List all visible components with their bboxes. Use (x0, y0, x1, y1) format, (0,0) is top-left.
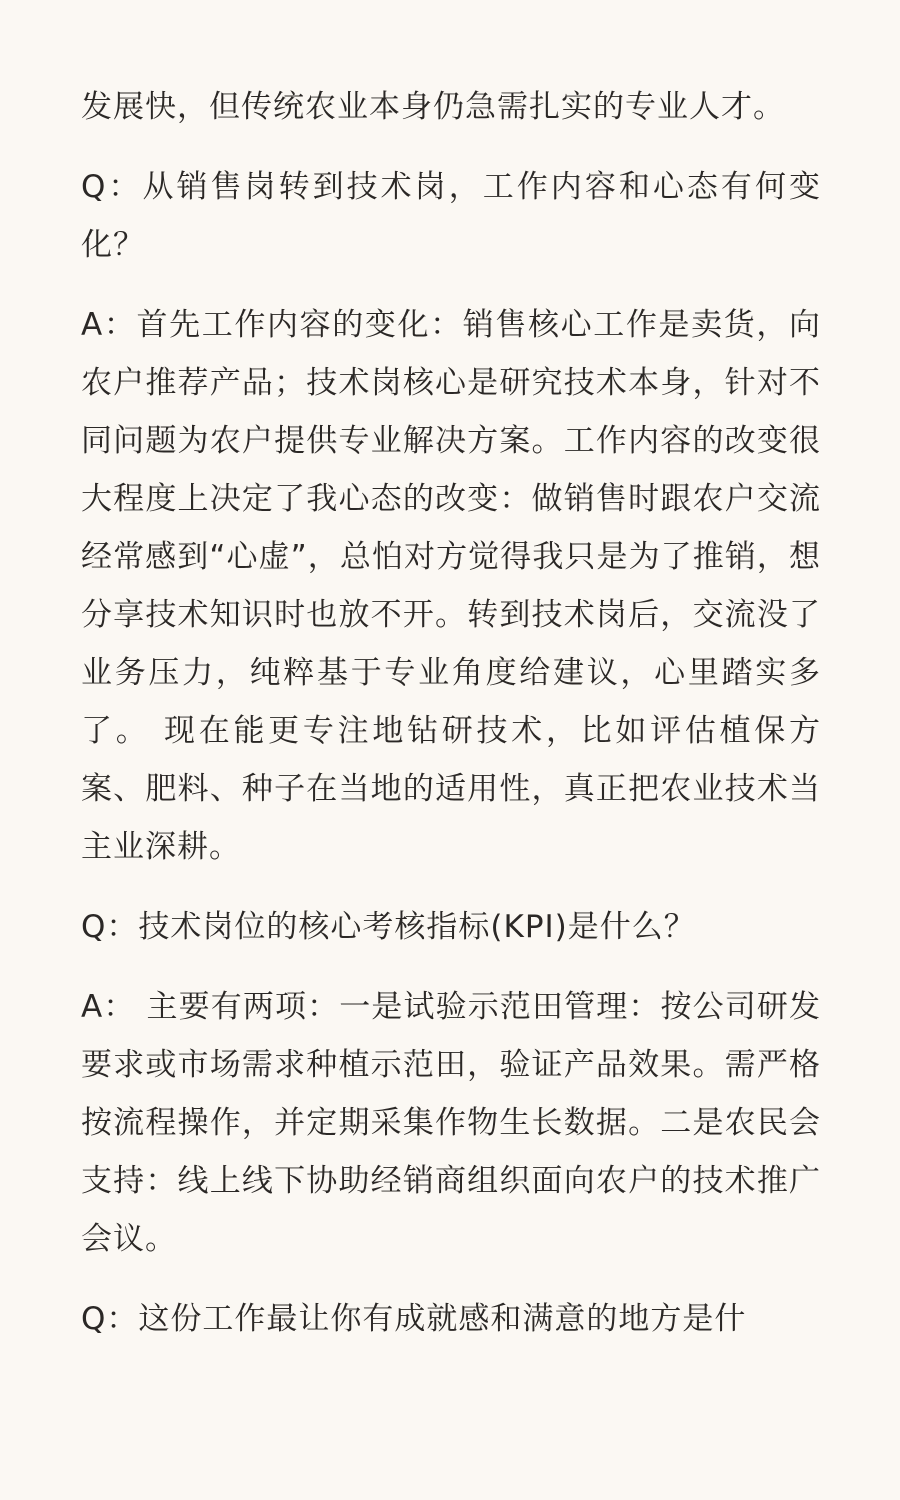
question-kpi: Q：技术岗位的核心考核指标(KPI)是什么？ (81, 909, 696, 945)
question-satisfaction: Q：这份工作最让你有成就感和满意的地方是什 (81, 1301, 747, 1337)
question-role-change: Q：从销售岗转到技术岗，工作内容和心态有何变化？ (81, 169, 821, 263)
article-body (81, 78, 821, 1370)
answer-kpi: A： 主要有两项：一是试验示范田管理：按公司研发要求或市场需求种植示范田，验证产品效果。需严格按流程操作，并定期采集作物生长数据。二是农民会支持：线上线下协助经销商组织面向农户的技术推广会议。 (81, 989, 821, 1257)
answer-role-change: A：首先工作内容的变化：销售核心工作是卖货，向农户推荐产品；技术岗核心是研究技术本身，针对不同问题为农户提供专业解决方案。工作内容的改变很大程度上决定了我心态的改变：做销售时跟农户交流经常感到“心虚”，总怕对方觉得我只是为了推销，想分享技术知识时也放不开。转到技术岗后，交流没了业务压力，纯粹基于专业角度给建议，心里踏实多了。 现在能更专注地钻研技术，比如评估植保方案、肥料、种子在当地的适用性，真正把农业技术当主业深耕。 (81, 307, 821, 865)
answer-paragraph-continued: 发展快，但传统农业本身仍急需扎实的专业人才。 (81, 89, 785, 125)
